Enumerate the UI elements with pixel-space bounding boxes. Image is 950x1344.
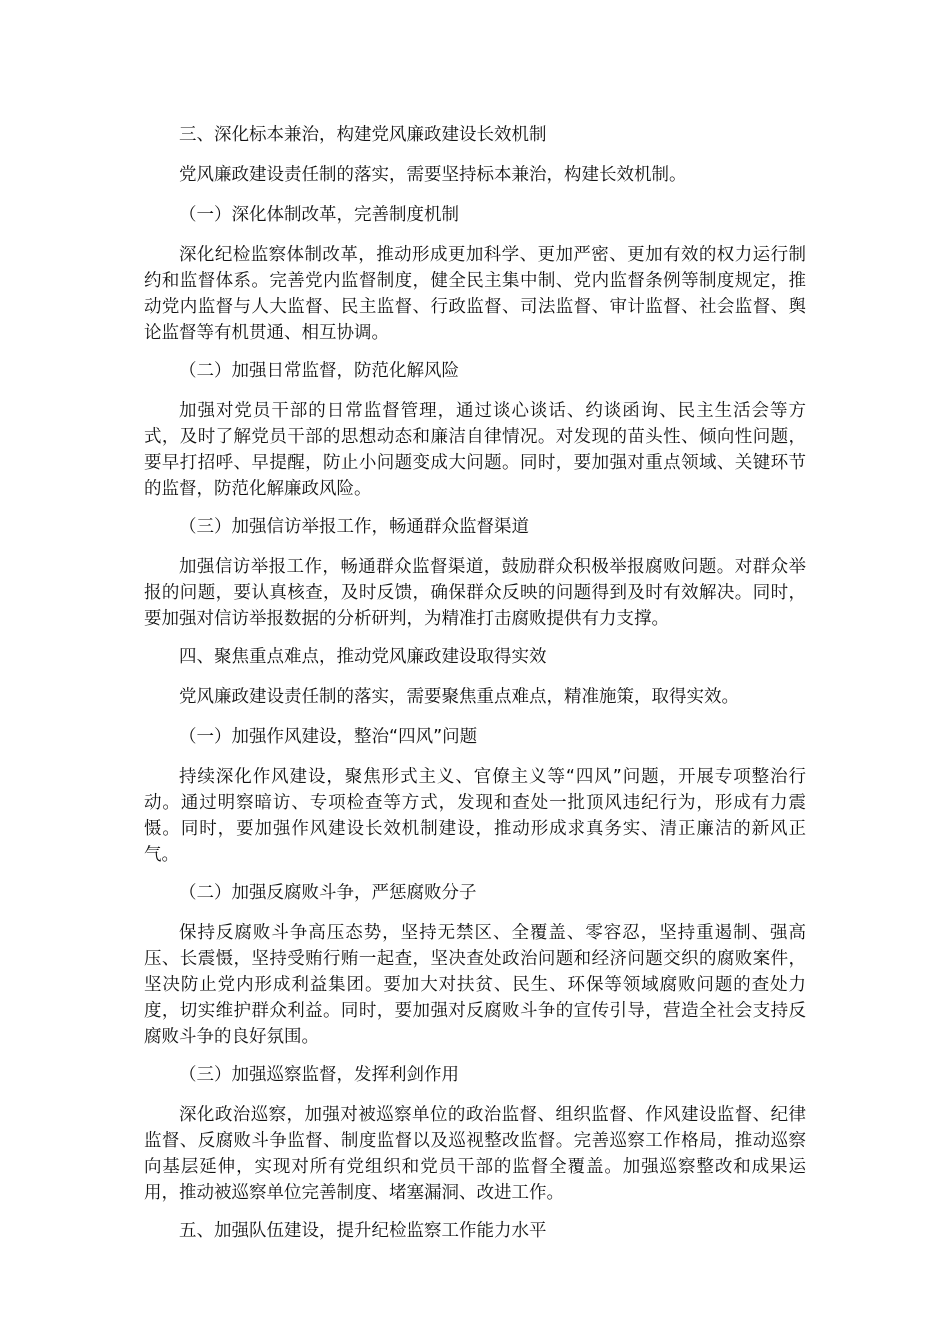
paragraph-3-1: 深化纪检监察体制改革，推动形成更加科学、更加严密、更加有效的权力运行制约和监督体系。完善党内监督制度，健全民主集中制、党内监督条例等制度规定，推动党内监督与人大监督、民主监督、行政监督、司法监督、审计监督、社会监督、舆论监督等有机贯通、相互协调。	[144, 245, 806, 343]
section-intro-4: 党风廉政建设责任制的落实，需要聚焦重点难点，精准施策，取得实效。	[179, 687, 739, 707]
section-intro-3: 党风廉政建设责任制的落实，需要坚持标本兼治，构建长效机制。	[179, 165, 687, 185]
section-heading-4: 四、聚焦重点难点，推动党风廉政建设取得实效	[179, 647, 547, 667]
section-heading-3: 三、深化标本兼治，构建党风廉政建设长效机制	[179, 125, 547, 145]
subheading-4-3: （三）加强巡察监督，发挥利剑作用	[179, 1065, 459, 1085]
subheading-3-3: （三）加强信访举报工作，畅通群众监督渠道	[179, 517, 529, 537]
paragraph-4-3: 深化政治巡察，加强对被巡察单位的政治监督、组织监督、作风建设监督、纪律监督、反腐败斗争监督、制度监督以及巡视整改监督。完善巡察工作格局，推动巡察向基层延伸，实现对所有党组织和党员干部的监督全覆盖。加强巡察整改和成果运用，推动被巡察单位完善制度、堵塞漏洞、改进工作。	[144, 1105, 806, 1203]
subheading-4-1: （一）加强作风建设，整治“四风”问题	[179, 727, 478, 747]
paragraph-4-2: 保持反腐败斗争高压态势，坚持无禁区、全覆盖、零容忍，坚持重遏制、强高压、长震慑，坚持受贿行贿一起查，坚决查处政治问题和经济问题交织的腐败案件，坚决防止党内形成利益集团。要加大对扶贫、民生、环保等领域腐败问题的查处力度，切实维护群众利益。同时，要加强对反腐败斗争的宣传引导，营造全社会支持反腐败斗争的良好氛围。	[144, 923, 806, 1047]
paragraph-3-3: 加强信访举报工作，畅通群众监督渠道，鼓励群众积极举报腐败问题。对群众举报的问题，要认真核查，及时反馈，确保群众反映的问题得到及时有效解决。同时，要加强对信访举报数据的分析研判，为精准打击腐败提供有力支撑。	[144, 557, 806, 629]
subheading-3-2: （二）加强日常监督，防范化解风险	[179, 361, 459, 381]
document-body	[144, 122, 806, 1258]
subheading-3-1: （一）深化体制改革，完善制度机制	[179, 205, 459, 225]
paragraph-3-2: 加强对党员干部的日常监督管理，通过谈心谈话、约谈函询、民主生活会等方式，及时了解党员干部的思想动态和廉洁自律情况。对发现的苗头性、倾向性问题，要早打招呼、早提醒，防止小问题变成大问题。同时，要加强对重点领域、关键环节的监督，防范化解廉政风险。	[144, 401, 806, 499]
section-heading-5: 五、加强队伍建设，提升纪检监察工作能力水平	[179, 1221, 547, 1241]
paragraph-4-1: 持续深化作风建设，聚焦形式主义、官僚主义等“四风”问题，开展专项整治行动。通过明察暗访、专项检查等方式，发现和查处一批顶风违纪行为，形成有力震慑。同时，要加强作风建设长效机制建设，推动形成求真务实、清正廉洁的新风正气。	[144, 767, 806, 865]
subheading-4-2: （二）加强反腐败斗争，严惩腐败分子	[179, 883, 477, 903]
